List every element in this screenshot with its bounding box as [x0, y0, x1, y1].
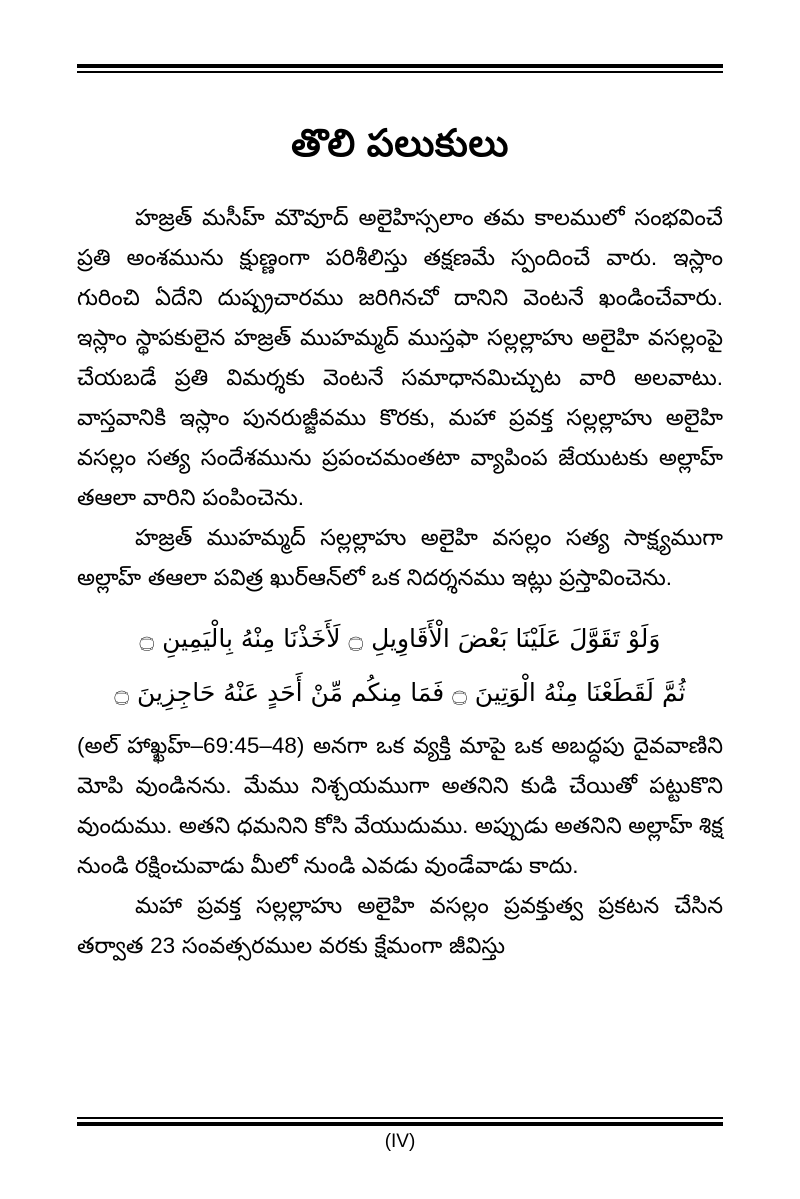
header-rule-thin — [77, 71, 723, 73]
footer-rule-thick — [77, 1122, 723, 1126]
closing-paragraph: మహా ప్రవక్త సల్లల్లాహు అలైహి వసల్లం ప్రవక్తుత్వ ప్రకటన చేసిన తర్వాత 23 సంవత్సరముల వరకు క్షేమంగా జీవిస్తు — [77, 893, 723, 958]
body-content — [77, 198, 723, 966]
quran-verse-line-2: ثُمَّ لَقَطَعْنَا مِنْهُ الْوَتِينَ ۝ فَمَا مِنكُم مِّنْ أَحَدٍ عَنْهُ حَاجِزِينَ ۝ — [114, 678, 686, 707]
page-title: తొలి పలుకులు — [291, 123, 509, 166]
quran-verse-line-1: وَلَوْ تَقَوَّلَ عَلَيْنَا بَعْضَ الْأَقَاوِيلِ ۝ لَأَخَذْنَا مِنْهُ بِالْيَمِينِ ۝ — [139, 624, 661, 653]
paragraph-2: హజ్రత్ ముహమ్మద్ సల్లల్లాహు అలైహి వసల్లం సత్య సాక్ష్యముగా అల్లాహ్ తఆలా పవిత్ర ఖుర్ఆన్‌లో ఒక నిదర్శనము ఇట్లు ప్రస్తావించెను. — [77, 525, 723, 590]
page-number: (IV) — [384, 1131, 416, 1152]
quran-quote-block — [77, 612, 723, 720]
paragraph-1: హజ్రత్ మసీహ్ మౌవూద్ అలైహిస్సలాం తమ కాలములో సంభవించే ప్రతి అంశమును క్షుణ్ణంగా పరిశీలిస్తు తక్షణమే స్పందించే వారు. ఇస్లాం గురించి ఏదేని దుష్ప్రచారము జరిగినచో దానిని వెంటనే ఖండించేవారు. ఇస్లాం స్థాపకులైన హజ్రత్ ముహమ్మద్ ముస్తఫా సల్లల్లాహు అలైహి వసల్లంపై చేయబడే ప్రతి విమర్శకు వెంటనే సమాధానమిచ్చుట వారి అలవాటు. వాస్తవానికి ఇస్లాం పునరుజ్జీవము కొరకు, మహా ప్రవక్త సల్లల్లాహు అలైహి వసల్లం సత్య సందేశమును ప్రపంచమంతటా వ్యాపింప జేయుటకు అల్లాహ్ తఆలా వారిని పంపించెను. — [77, 205, 723, 510]
footer-rule-group — [77, 1117, 723, 1126]
citation-paragraph: (అల్ హాఖ్ఖహ్–69:45–48) అనగా ఒక వ్యక్తి మాపై ఒక అబద్ధపు దైవవాణిని మోపి వుండినను. మేము నిశ్చయముగా అతనిని కుడి చేయితో పట్టుకొని వుందుము. అతని ధమనిని కోసి వేయుదుము. అప్పుడు అతనిని అల్లాహ్ శిక్ష నుండి రక్షించువాడు మీలో నుండి ఎవడు వుండేవాడు కాదు. — [77, 733, 723, 878]
header-rule-group — [77, 64, 723, 73]
